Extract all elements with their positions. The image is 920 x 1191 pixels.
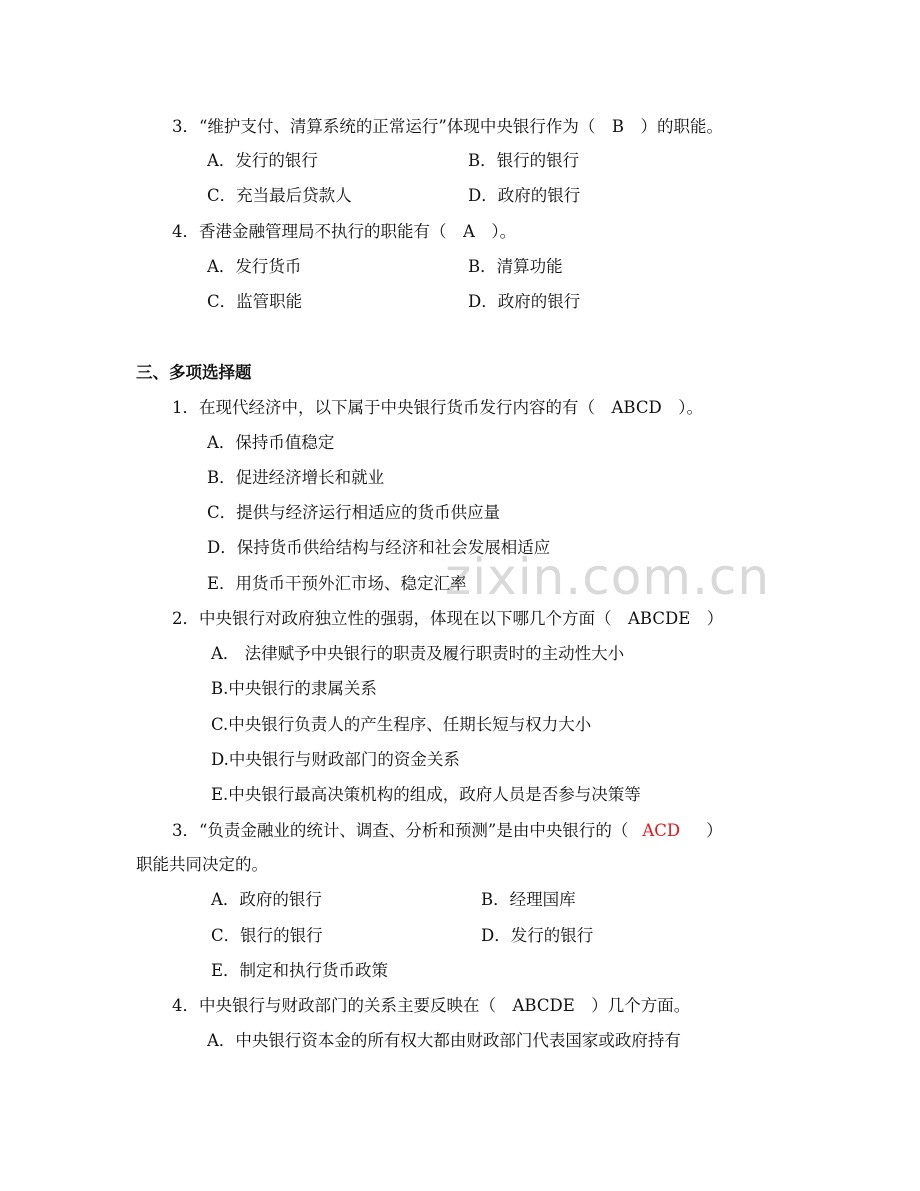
mc-question-4-stem: 4．中央银行与财政部门的关系主要反映在（ ABCDE ）几个方面。 [172, 996, 691, 1015]
mc-question-3-option-d: D．发行的银行 [481, 926, 594, 945]
question-4-stem: 4．香港金融管理局不执行的职能有（ A ）。 [172, 222, 517, 241]
watermark: zixin.com.cn [445, 548, 771, 606]
mc-question-3-stem-line2: 职能共同决定的。 [136, 855, 268, 874]
mc-question-3-stem-suffix: ） [706, 821, 723, 840]
question-3-option-b: B．银行的银行 [468, 151, 580, 170]
question-4-option-b: B．清算功能 [468, 257, 563, 276]
mc-question-1-option-c: C．提供与经济运行相适应的货币供应量 [207, 503, 501, 522]
mc-question-4-option-a: A．中央银行资本金的所有权大都由财政部门代表国家或政府持有 [207, 1031, 681, 1050]
mc-question-2-option-a: A． 法律赋予中央银行的职责及履行职责时的主动性大小 [211, 644, 625, 663]
mc-question-1-option-e: E．用货币干预外汇市场、稳定汇率 [207, 574, 467, 593]
question-3-option-a: A．发行的银行 [207, 151, 318, 170]
mc-question-1-option-d: D．保持货币供给结构与经济和社会发展相适应 [207, 538, 551, 557]
mc-question-3-option-c: C．银行的银行 [211, 926, 323, 945]
mc-question-3-stem [172, 820, 723, 842]
mc-question-2-stem: 2．中央银行对政府独立性的强弱，体现在以下哪几个方面（ ABCDE ） [172, 609, 724, 628]
mc-question-3-answer: ACD [642, 821, 681, 840]
mc-question-1-option-b: B．促进经济增长和就业 [207, 468, 385, 487]
question-3-option-d: D．政府的银行 [468, 186, 581, 205]
mc-question-3-option-b: B．经理国库 [481, 890, 576, 909]
question-4-option-c: C．监管职能 [207, 292, 303, 311]
mc-question-3-option-a: A．政府的银行 [211, 890, 322, 909]
question-4-option-d: D．政府的银行 [468, 292, 581, 311]
mc-question-3-option-e: E．制定和执行货币政策 [211, 961, 389, 980]
mc-question-3-stem-prefix: 3．“负责金融业的统计、调查、分析和预测”是由中央银行的（ [172, 821, 629, 840]
question-3-option-c: C．充当最后贷款人 [207, 186, 352, 205]
mc-question-2-option-b: B.中央银行的隶属关系 [211, 679, 377, 698]
mc-question-1-stem: 1．在现代经济中，以下属于中央银行货币发行内容的有（ ABCD ）。 [172, 398, 703, 417]
question-3-stem: 3．“维护支付、清算系统的正常运行”体现中央银行作为（ B ）的职能。 [172, 117, 723, 136]
section-heading: 三、多项选择题 [136, 363, 252, 382]
mc-question-1-option-a: A．保持币值稳定 [207, 433, 335, 452]
mc-question-2-option-e: E.中央银行最高决策机构的组成，政府人员是否参与决策等 [211, 785, 641, 804]
question-4-option-a: A．发行货币 [207, 257, 302, 276]
mc-question-2-option-c: C.中央银行负责人的产生程序、任期长短与权力大小 [211, 715, 592, 734]
mc-question-2-option-d: D.中央银行与财政部门的资金关系 [211, 750, 460, 769]
